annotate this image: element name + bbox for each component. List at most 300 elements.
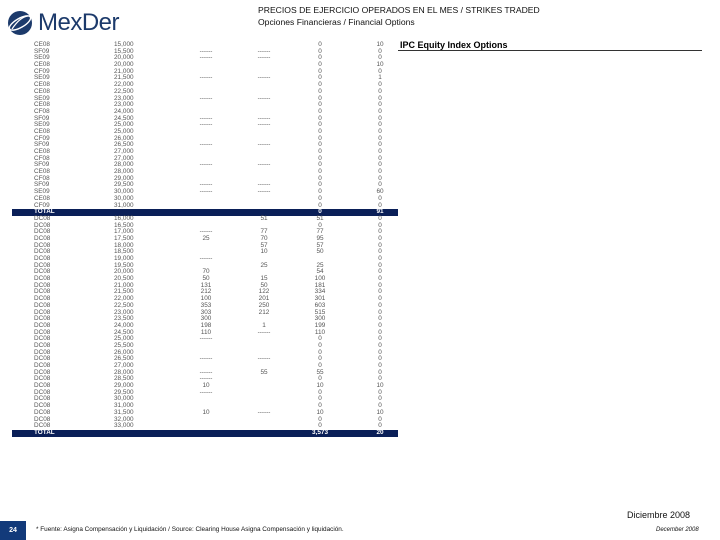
open-interest-cell: 0 bbox=[378, 201, 382, 209]
strike-cell: 28,000 bbox=[114, 161, 134, 169]
puts-cell: 212 bbox=[258, 308, 270, 316]
open-interest-cell: 0 bbox=[378, 127, 382, 135]
puts-cell: 122 bbox=[258, 288, 270, 296]
volume-cell: 0 bbox=[318, 355, 322, 363]
strike-cell: 29,500 bbox=[114, 181, 134, 189]
strike-cell: 20,000 bbox=[114, 61, 134, 69]
calls-cell: ------ bbox=[199, 47, 213, 55]
volume-cell: 0 bbox=[318, 221, 322, 229]
puts-cell: ------ bbox=[257, 161, 271, 169]
open-interest-cell: 0 bbox=[378, 54, 382, 62]
puts-cell: 10 bbox=[260, 248, 268, 256]
page-subtitle: Opciones Financieras / Financial Options bbox=[258, 17, 415, 27]
open-interest-cell: 0 bbox=[378, 308, 382, 316]
open-interest-cell: 0 bbox=[378, 181, 382, 189]
volume-cell: 199 bbox=[314, 321, 326, 329]
puts-cell: 55 bbox=[260, 368, 268, 376]
calls-cell: ------ bbox=[199, 255, 213, 262]
series-cell: SE09 bbox=[34, 94, 50, 102]
volume-cell: 0 bbox=[318, 41, 322, 48]
puts-cell: 25 bbox=[260, 261, 268, 269]
calls-cell: ------ bbox=[199, 121, 213, 129]
open-interest-cell: 0 bbox=[378, 335, 382, 343]
series-cell: DC08 bbox=[34, 341, 51, 349]
volume-cell: 603 bbox=[314, 301, 326, 309]
series-cell: CF09 bbox=[34, 134, 50, 142]
strike-cell: 24,000 bbox=[114, 107, 134, 115]
open-interest-cell: 0 bbox=[378, 94, 382, 102]
volume-cell: 100 bbox=[314, 275, 326, 283]
strike-cell: 23,000 bbox=[114, 101, 134, 109]
brand-name: MexDer bbox=[38, 9, 120, 36]
volume-cell: 0 bbox=[318, 201, 322, 209]
table-row bbox=[12, 417, 398, 424]
open-interest-cell: 0 bbox=[378, 275, 382, 283]
open-interest-cell: 0 bbox=[378, 87, 382, 95]
table-row bbox=[12, 390, 398, 397]
puts-cell: ------ bbox=[257, 328, 271, 336]
puts-cell: ------ bbox=[257, 47, 271, 55]
open-interest-cell: 0 bbox=[378, 214, 382, 222]
strike-cell: 17,000 bbox=[114, 228, 134, 236]
calls-cell: 25 bbox=[202, 234, 210, 242]
volume-cell: 0 bbox=[318, 134, 322, 142]
calls-cell: 300 bbox=[200, 315, 212, 323]
series-cell: DC08 bbox=[34, 275, 51, 283]
strike-cell: 20,500 bbox=[114, 275, 134, 283]
open-interest-cell: 0 bbox=[378, 281, 382, 289]
series-cell: DC08 bbox=[34, 362, 51, 369]
volume-cell: 10 bbox=[316, 408, 324, 416]
strike-cell: 28,000 bbox=[114, 168, 134, 176]
open-interest-cell: 0 bbox=[378, 154, 382, 162]
strike-cell: 19,500 bbox=[114, 261, 134, 269]
puts-cell: ------ bbox=[257, 121, 271, 129]
series-cell: SF09 bbox=[34, 161, 50, 169]
open-interest-cell: 0 bbox=[378, 261, 382, 269]
series-cell: DC08 bbox=[34, 301, 51, 309]
table-row bbox=[12, 410, 398, 417]
open-interest-cell: 0 bbox=[378, 388, 382, 396]
series-cell: CF08 bbox=[34, 107, 50, 115]
series-cell: SE09 bbox=[34, 188, 50, 196]
puts-cell: ------ bbox=[257, 141, 271, 149]
calls-cell: 50 bbox=[202, 275, 210, 283]
series-cell: CF09 bbox=[34, 67, 50, 75]
series-cell: SF09 bbox=[34, 181, 50, 189]
strike-cell: 16,000 bbox=[114, 214, 134, 222]
volume-cell: 0 bbox=[318, 422, 322, 430]
series-cell: SE09 bbox=[34, 54, 50, 62]
open-interest-cell: 10 bbox=[376, 61, 384, 69]
volume-cell: 0 bbox=[318, 208, 322, 216]
date-label: Diciembre 2008 bbox=[627, 510, 691, 520]
puts-cell: ------ bbox=[257, 408, 271, 416]
open-interest-cell: 10 bbox=[376, 382, 384, 390]
volume-cell: 0 bbox=[318, 415, 322, 423]
table-row bbox=[12, 162, 398, 169]
table-row bbox=[12, 169, 398, 176]
puts-cell: 77 bbox=[260, 228, 268, 236]
volume-cell: 0 bbox=[318, 335, 322, 343]
table-row bbox=[12, 243, 398, 250]
open-interest-cell: 0 bbox=[378, 348, 382, 356]
volume-cell: 0 bbox=[318, 188, 322, 196]
series-cell: SE09 bbox=[34, 121, 50, 129]
calls-cell: 212 bbox=[200, 288, 212, 296]
open-interest-cell: 0 bbox=[378, 168, 382, 176]
open-interest-cell: 0 bbox=[378, 301, 382, 309]
strike-cell: 29,000 bbox=[114, 382, 134, 390]
strike-cell: 24,000 bbox=[114, 321, 134, 329]
volume-cell: 0 bbox=[318, 54, 322, 62]
open-interest-cell: 0 bbox=[378, 328, 382, 336]
strike-cell: 20,000 bbox=[114, 268, 134, 276]
table-row bbox=[12, 62, 398, 69]
calls-cell: 10 bbox=[202, 408, 210, 416]
table-row bbox=[12, 55, 398, 62]
series-cell: SF09 bbox=[34, 114, 50, 122]
series-cell: DC08 bbox=[34, 348, 51, 356]
open-interest-cell: 0 bbox=[378, 107, 382, 115]
series-cell: CE08 bbox=[34, 168, 50, 176]
open-interest-cell: 0 bbox=[378, 315, 382, 323]
series-cell: DC08 bbox=[34, 308, 51, 316]
open-interest-cell: 0 bbox=[378, 375, 382, 383]
series-cell: CE08 bbox=[34, 81, 50, 89]
strike-cell: 24,500 bbox=[114, 114, 134, 122]
open-interest-cell: 0 bbox=[378, 341, 382, 349]
open-interest-cell: 0 bbox=[378, 67, 382, 75]
open-interest-cell: 0 bbox=[378, 141, 382, 149]
volume-cell: 77 bbox=[316, 228, 324, 236]
open-interest-cell: 0 bbox=[378, 174, 382, 182]
strike-cell: 28,000 bbox=[114, 368, 134, 376]
puts-cell: 57 bbox=[260, 241, 268, 249]
volume-cell: 515 bbox=[314, 308, 326, 316]
calls-cell: 70 bbox=[202, 268, 210, 276]
table-row bbox=[12, 122, 398, 129]
volume-cell: 51 bbox=[316, 214, 324, 222]
calls-cell: ------ bbox=[199, 181, 213, 189]
calls-cell: ------ bbox=[199, 388, 213, 396]
calls-cell: ------ bbox=[199, 228, 213, 236]
open-interest-cell: 0 bbox=[378, 81, 382, 89]
open-interest-cell: 0 bbox=[378, 268, 382, 276]
series-cell: CF08 bbox=[34, 154, 50, 162]
table-row bbox=[12, 129, 398, 136]
open-interest-cell: 1 bbox=[378, 74, 382, 82]
series-cell: DC08 bbox=[34, 221, 51, 229]
table-row bbox=[12, 75, 398, 82]
page-title: PRECIOS DE EJERCICIO OPERADOS EN EL MES / STRIKES TRADED bbox=[258, 5, 540, 15]
series-cell: DC08 bbox=[34, 415, 51, 423]
calls-cell: 110 bbox=[200, 328, 212, 336]
volume-cell: 0 bbox=[318, 375, 322, 383]
series-cell: SF09 bbox=[34, 141, 50, 149]
volume-cell: 25 bbox=[316, 261, 324, 269]
volume-cell: 0 bbox=[318, 141, 322, 149]
strike-cell: 22,500 bbox=[114, 301, 134, 309]
puts-cell: ------ bbox=[257, 181, 271, 189]
puts-cell: 50 bbox=[260, 281, 268, 289]
open-interest-cell: 0 bbox=[378, 395, 382, 403]
puts-cell: 51 bbox=[260, 214, 268, 222]
open-interest-cell: 0 bbox=[378, 415, 382, 423]
table-row bbox=[12, 396, 398, 403]
volume-cell: 301 bbox=[314, 295, 326, 303]
strike-cell: 17,500 bbox=[114, 234, 134, 242]
table-row bbox=[12, 336, 398, 343]
open-interest-cell: 0 bbox=[378, 422, 382, 430]
open-interest-cell: 0 bbox=[378, 241, 382, 249]
open-interest-cell: 0 bbox=[378, 161, 382, 169]
calls-cell: ------ bbox=[199, 94, 213, 102]
series-cell: DC08 bbox=[34, 388, 51, 396]
open-interest-cell: 20 bbox=[376, 428, 384, 436]
volume-cell: 300 bbox=[314, 315, 326, 323]
volume-cell: 50 bbox=[316, 248, 324, 256]
series-cell: CE08 bbox=[34, 194, 50, 202]
puts-cell: ------ bbox=[257, 74, 271, 82]
puts-cell: ------ bbox=[257, 188, 271, 196]
strike-cell: 32,000 bbox=[114, 415, 134, 423]
puts-cell: ------ bbox=[257, 94, 271, 102]
series-cell: SF09 bbox=[34, 47, 50, 55]
footer-month: December 2008 bbox=[656, 527, 699, 533]
calls-cell: ------ bbox=[199, 161, 213, 169]
series-cell: CE08 bbox=[34, 87, 50, 95]
volume-cell: 10 bbox=[316, 382, 324, 390]
series-cell: CE08 bbox=[34, 41, 50, 48]
mexder-logo bbox=[6, 6, 119, 40]
section-title: IPC Equity Index Options bbox=[400, 40, 508, 50]
calls-cell: ------ bbox=[199, 335, 213, 343]
series-cell: TOTAL bbox=[34, 208, 55, 216]
open-interest-cell: 0 bbox=[378, 47, 382, 55]
open-interest-cell: 10 bbox=[376, 408, 384, 416]
puts-cell: ------ bbox=[257, 114, 271, 122]
volume-cell: 0 bbox=[318, 194, 322, 202]
strike-cell: 30,000 bbox=[114, 194, 134, 202]
calls-cell: 353 bbox=[200, 301, 212, 309]
series-cell: DC08 bbox=[34, 355, 51, 363]
series-cell: DC08 bbox=[34, 328, 51, 336]
strike-cell: 21,500 bbox=[114, 74, 134, 82]
strike-cell: 22,500 bbox=[114, 87, 134, 95]
series-cell: DC08 bbox=[34, 261, 51, 269]
strike-cell: 25,500 bbox=[114, 341, 134, 349]
open-interest-cell: 0 bbox=[378, 248, 382, 256]
strike-cell: 26,000 bbox=[114, 134, 134, 142]
series-cell: TOTAL bbox=[34, 428, 55, 436]
strike-cell: 31,500 bbox=[114, 408, 134, 416]
strike-cell: 15,000 bbox=[114, 41, 134, 48]
strike-cell: 25,000 bbox=[114, 335, 134, 343]
volume-cell: 110 bbox=[314, 328, 326, 336]
open-interest-cell: 0 bbox=[378, 228, 382, 236]
calls-cell: 198 bbox=[200, 321, 212, 329]
volume-cell: 0 bbox=[318, 181, 322, 189]
series-cell: DC08 bbox=[34, 241, 51, 249]
volume-cell: 0 bbox=[318, 61, 322, 69]
table-row bbox=[12, 216, 398, 223]
open-interest-cell: 91 bbox=[376, 208, 384, 216]
volume-cell: 0 bbox=[318, 114, 322, 122]
strike-cell: 25,000 bbox=[114, 121, 134, 129]
series-cell: DC08 bbox=[34, 408, 51, 416]
series-cell: DC08 bbox=[34, 335, 51, 343]
series-cell: DC08 bbox=[34, 248, 51, 256]
strike-cell: 26,500 bbox=[114, 355, 134, 363]
puts-cell: 15 bbox=[260, 275, 268, 283]
series-cell: CE08 bbox=[34, 148, 50, 155]
puts-cell: 1 bbox=[262, 321, 266, 329]
table-row bbox=[12, 149, 398, 156]
volume-cell: 0 bbox=[318, 81, 322, 89]
table-row bbox=[12, 102, 398, 109]
open-interest-cell: 0 bbox=[378, 295, 382, 303]
volume-cell: 0 bbox=[318, 67, 322, 75]
volume-cell: 55 bbox=[316, 368, 324, 376]
volume-cell: 0 bbox=[318, 47, 322, 55]
series-cell: DC08 bbox=[34, 234, 51, 242]
volume-cell: 0 bbox=[318, 74, 322, 82]
volume-cell: 0 bbox=[318, 348, 322, 356]
strike-cell: 21,000 bbox=[114, 67, 134, 75]
open-interest-cell: 0 bbox=[378, 121, 382, 129]
strike-cell: 18,000 bbox=[114, 241, 134, 249]
series-cell: DC08 bbox=[34, 402, 51, 410]
table-total-row bbox=[12, 430, 398, 437]
strike-cell: 24,500 bbox=[114, 328, 134, 336]
section-divider bbox=[398, 50, 702, 51]
open-interest-cell: 0 bbox=[378, 355, 382, 363]
calls-cell: 131 bbox=[200, 281, 212, 289]
series-cell: CE08 bbox=[34, 127, 50, 135]
puts-cell: ------ bbox=[257, 54, 271, 62]
open-interest-cell: 0 bbox=[378, 368, 382, 376]
puts-cell: ------ bbox=[257, 355, 271, 363]
volume-cell: 54 bbox=[316, 268, 324, 276]
open-interest-cell: 0 bbox=[378, 134, 382, 142]
calls-cell: ------ bbox=[199, 114, 213, 122]
open-interest-cell: 60 bbox=[376, 188, 384, 196]
volume-cell: 334 bbox=[314, 288, 326, 296]
page-number: 24 bbox=[0, 521, 26, 540]
series-cell: DC08 bbox=[34, 268, 51, 276]
series-cell: DC08 bbox=[34, 295, 51, 303]
strike-cell: 25,000 bbox=[114, 127, 134, 135]
volume-cell: 0 bbox=[318, 127, 322, 135]
volume-cell: 3,573 bbox=[312, 428, 328, 436]
strike-cell: 27,000 bbox=[114, 148, 134, 155]
table-total-row bbox=[12, 209, 398, 216]
table-row bbox=[12, 236, 398, 243]
volume-cell: 0 bbox=[318, 148, 322, 155]
volume-cell: 0 bbox=[318, 94, 322, 102]
strike-cell: 33,000 bbox=[114, 422, 134, 430]
open-interest-cell: 0 bbox=[378, 402, 382, 410]
calls-cell: ------ bbox=[199, 355, 213, 363]
open-interest-cell: 0 bbox=[378, 288, 382, 296]
open-interest-cell: 0 bbox=[378, 362, 382, 369]
strike-cell: 29,500 bbox=[114, 388, 134, 396]
series-cell: DC08 bbox=[34, 395, 51, 403]
series-cell: DC08 bbox=[34, 422, 51, 430]
table-row bbox=[12, 82, 398, 89]
volume-cell: 0 bbox=[318, 154, 322, 162]
series-cell: DC08 bbox=[34, 281, 51, 289]
series-cell: DC08 bbox=[34, 255, 51, 262]
open-interest-cell: 0 bbox=[378, 321, 382, 329]
table-row bbox=[12, 189, 398, 196]
calls-cell: ------ bbox=[199, 74, 213, 82]
series-cell: CE08 bbox=[34, 61, 50, 69]
series-cell: DC08 bbox=[34, 214, 51, 222]
strike-cell: 23,500 bbox=[114, 315, 134, 323]
volume-cell: 0 bbox=[318, 87, 322, 95]
series-cell: DC08 bbox=[34, 375, 51, 383]
puts-cell: 201 bbox=[258, 295, 270, 303]
strike-cell: 21,000 bbox=[114, 281, 134, 289]
strike-cell: 27,000 bbox=[114, 154, 134, 162]
strike-cell: 31,000 bbox=[114, 201, 134, 209]
open-interest-cell: 0 bbox=[378, 234, 382, 242]
table-row bbox=[12, 256, 398, 263]
strike-cell: 22,000 bbox=[114, 81, 134, 89]
calls-cell: 303 bbox=[200, 308, 212, 316]
strike-cell: 21,500 bbox=[114, 288, 134, 296]
calls-cell: ------ bbox=[199, 54, 213, 62]
volume-cell: 57 bbox=[316, 241, 324, 249]
strike-cell: 22,000 bbox=[114, 295, 134, 303]
table-row bbox=[12, 423, 398, 430]
table-row bbox=[12, 96, 398, 103]
series-cell: DC08 bbox=[34, 228, 51, 236]
volume-cell: 0 bbox=[318, 121, 322, 129]
strike-cell: 15,500 bbox=[114, 47, 134, 55]
series-cell: CF09 bbox=[34, 201, 50, 209]
volume-cell: 0 bbox=[318, 161, 322, 169]
strike-cell: 31,000 bbox=[114, 402, 134, 410]
table-row bbox=[12, 343, 398, 350]
strikes-table bbox=[12, 42, 398, 437]
strike-cell: 27,000 bbox=[114, 362, 134, 369]
calls-cell: ------ bbox=[199, 188, 213, 196]
calls-cell: ------ bbox=[199, 368, 213, 376]
series-cell: CF08 bbox=[34, 174, 50, 182]
strike-cell: 26,000 bbox=[114, 348, 134, 356]
strike-cell: 30,000 bbox=[114, 395, 134, 403]
open-interest-cell: 0 bbox=[378, 194, 382, 202]
table-row bbox=[12, 203, 398, 210]
table-row bbox=[12, 142, 398, 149]
puts-cell: 70 bbox=[260, 234, 268, 242]
calls-cell: 100 bbox=[200, 295, 212, 303]
volume-cell: 0 bbox=[318, 388, 322, 396]
calls-cell: 10 bbox=[202, 382, 210, 390]
open-interest-cell: 0 bbox=[378, 221, 382, 229]
table-row bbox=[12, 196, 398, 203]
puts-cell: 250 bbox=[258, 301, 270, 309]
strike-cell: 19,000 bbox=[114, 255, 134, 262]
open-interest-cell: 0 bbox=[378, 114, 382, 122]
volume-cell: 0 bbox=[318, 395, 322, 403]
source-footnote: * Fuente: Asigna Compensación y Liquidación / Source: Clearing House Asigna Compensación y liquidación. bbox=[36, 526, 344, 533]
volume-cell: 0 bbox=[318, 402, 322, 410]
strike-cell: 23,000 bbox=[114, 94, 134, 102]
